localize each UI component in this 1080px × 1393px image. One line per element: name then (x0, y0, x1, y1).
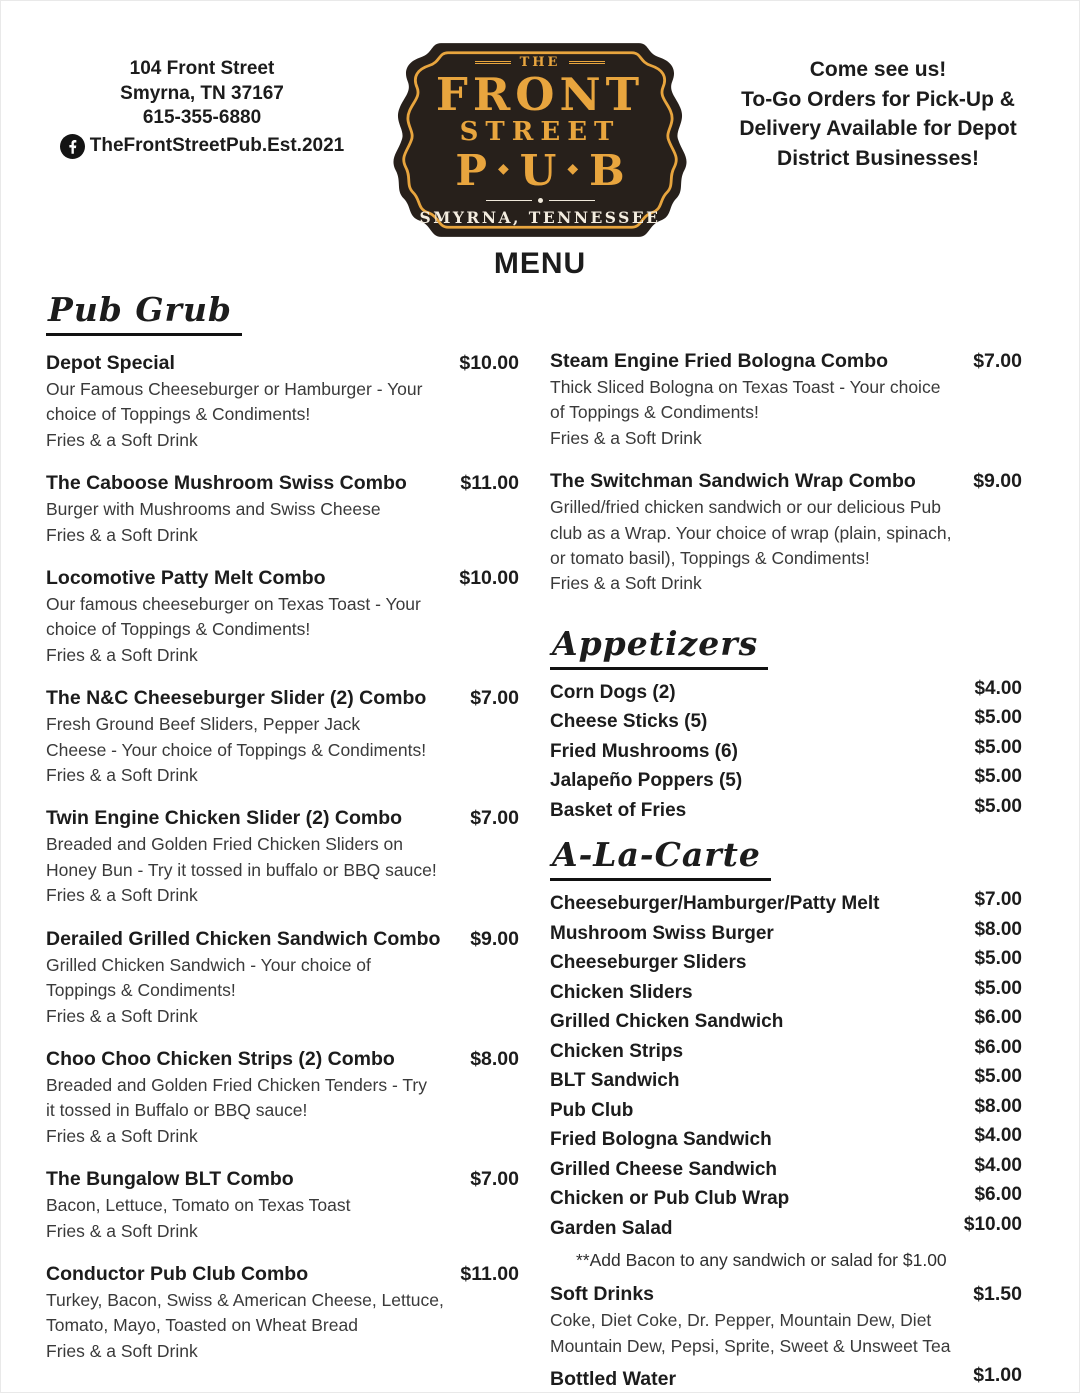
desc-line: choice of Toppings & Condiments! (46, 404, 311, 425)
item-name: Jalapeño Poppers (5) (550, 770, 743, 792)
logo-text (377, 33, 703, 247)
item-price: $5.00 (974, 977, 1022, 999)
item-description (46, 377, 519, 453)
item-price: $4.00 (974, 1154, 1022, 1176)
item-name: Cheeseburger Sliders (550, 952, 747, 974)
logo-pub-row (455, 148, 624, 194)
phone-number: 615-355-6880 (142, 107, 262, 128)
item-description (550, 375, 1022, 451)
facebook-icon (60, 134, 85, 159)
item-name: Basket of Fries (550, 799, 687, 821)
item-price: $1.00 (973, 1364, 1022, 1387)
item-price: $7.00 (974, 889, 1022, 911)
desc-line: Toppings & Condiments! (46, 980, 236, 1001)
list-item-corn-dogs (550, 678, 1022, 708)
item-name: The N&C Cheeseburger Slider (2) Combo (46, 687, 427, 710)
item-price: $6.00 (974, 1036, 1022, 1058)
item-name: Soft Drinks (550, 1283, 655, 1306)
item-name: The Caboose Mushroom Swiss Combo (46, 472, 407, 495)
item-price: $7.00 (973, 350, 1022, 372)
item-price: $7.00 (470, 1168, 519, 1191)
list-item-grilled-cheese-sandwich (550, 1155, 1022, 1185)
item-name: Choo Choo Chicken Strips (2) Combo (46, 1047, 395, 1070)
desc-line: Fries & a Soft Drink (46, 1340, 198, 1361)
menu-column-left (46, 288, 519, 1381)
item-name: Pub Club (550, 1099, 634, 1121)
add-bacon-note: **Add Bacon to any sandwich or salad for $1.00 (576, 1250, 947, 1271)
item-price: $6.00 (974, 1007, 1022, 1029)
item-price: $9.00 (470, 927, 519, 950)
list-item-grilled-chicken-sandwich (550, 1007, 1022, 1037)
logo-divider (486, 198, 595, 203)
facebook-handle-text: TheFrontStreetPub.Est.2021 (89, 135, 345, 156)
contact-info (36, 57, 368, 159)
item-name: Chicken Strips (550, 1040, 684, 1062)
item-name: Chicken Sliders (550, 981, 693, 1003)
promo-line: Come see us! (809, 58, 947, 81)
item-head (46, 1261, 519, 1288)
item-price: $1.50 (973, 1283, 1022, 1306)
desc-line: Fries & a Soft Drink (46, 524, 198, 545)
item-price: $5.00 (974, 948, 1022, 970)
logo-front-text: FRONT (435, 68, 645, 121)
list-item-blt-sandwich (550, 1066, 1022, 1096)
item-name: Fried Bologna Sandwich (550, 1129, 772, 1151)
item-price: $5.00 (974, 736, 1022, 758)
item-head (46, 1166, 519, 1193)
divider-line (486, 200, 532, 202)
item-price: $5.00 (974, 707, 1022, 729)
logo-rule-left (475, 61, 511, 64)
desc-line: Bacon, Lettuce, Tomato on Texas Toast (46, 1195, 351, 1216)
item-head (550, 348, 1022, 375)
item-price: $5.00 (974, 766, 1022, 788)
item-name: Depot Special (46, 352, 175, 374)
desc-line: of Toppings & Condiments! (550, 402, 759, 423)
item-name: Conductor Pub Club Combo (46, 1262, 309, 1285)
divider-line (549, 200, 595, 202)
item-price: $8.00 (974, 1095, 1022, 1117)
item-price: $10.00 (963, 1213, 1022, 1235)
item-price: $8.00 (974, 918, 1022, 940)
promo-line: District Businesses! (777, 146, 979, 170)
item-name: Cheeseburger/Hamburger/Patty Melt (550, 893, 880, 915)
list-item-chicken-strips (550, 1037, 1022, 1067)
item-name: Locomotive Patty Melt Combo (46, 567, 326, 590)
address-city: Smyrna, TN 37167 (120, 82, 284, 104)
list-item-cheeseburger-hamburger (550, 889, 1022, 919)
item-price: $9.00 (973, 470, 1022, 493)
logo-location-text: SMYRNA, TENNESSEE (419, 208, 661, 227)
list-item-jalapeno-poppers (550, 766, 1022, 796)
item-head (46, 470, 519, 497)
desc-line: Fries & a Soft Drink (46, 644, 198, 665)
list-item-cheese-sticks (550, 707, 1022, 737)
menu-item-switchman (550, 468, 1022, 597)
item-name: Bottled Water (550, 1368, 677, 1391)
menu-item-twin-engine (46, 805, 519, 908)
item-description (46, 832, 519, 908)
item-description (46, 497, 519, 548)
desc-line: Fries & a Soft Drink (46, 885, 198, 906)
menu-item-soft-drinks (550, 1281, 1022, 1359)
desc-line: Burger with Mushrooms and Swiss Cheese (46, 499, 381, 520)
menu-item-steam-engine (550, 348, 1022, 451)
item-head (46, 565, 519, 592)
item-price: $5.00 (974, 1066, 1022, 1088)
item-name: Grilled Cheese Sandwich (550, 1158, 778, 1180)
item-name: Chicken or Pub Club Wrap (550, 1188, 790, 1210)
item-name: Mushroom Swiss Burger (550, 922, 774, 944)
menu-item-nc-slider (46, 685, 519, 788)
desc-line: Fresh Ground Beef Sliders, Pepper Jack (46, 714, 361, 735)
facebook-handle (36, 134, 368, 159)
promo-line: Delivery Available for Depot (739, 117, 1017, 140)
item-price: $7.00 (470, 687, 519, 710)
logo-rule-right (569, 61, 605, 64)
item-name: Garden Salad (550, 1217, 673, 1239)
item-head (46, 350, 519, 377)
list-item-bottled-water (550, 1366, 1022, 1393)
desc-line: Mountain Dew, Pepsi, Sprite, Sweet & Unsweet Tea (550, 1335, 951, 1356)
item-price: $8.00 (470, 1047, 519, 1070)
section-title-pub-grub: Pub Grub (46, 290, 242, 336)
desc-line: Thick Sliced Bologna on Texas Toast - Your choice (550, 377, 941, 397)
list-item-basket-of-fries (550, 796, 1022, 826)
item-description (46, 1073, 519, 1149)
desc-line: Fries & a Soft Drink (46, 1220, 198, 1241)
desc-line: Turkey, Bacon, Swiss & American Cheese, Lettuce, (46, 1289, 444, 1310)
desc-line: Grilled/fried chicken sandwich or our delicious Pub (550, 497, 942, 518)
item-name: BLT Sandwich (550, 1070, 680, 1092)
item-description (550, 495, 1022, 597)
promo-line: To-Go Orders for Pick-Up & (741, 87, 1015, 111)
diamond-icon: ◆ (567, 161, 579, 177)
menu-item-conductor (46, 1261, 519, 1364)
desc-line: Grilled Chicken Sandwich - Your choice of (46, 954, 371, 975)
desc-line: or tomato basil), Toppings & Condiments! (550, 548, 870, 569)
item-price: $11.00 (460, 1262, 519, 1285)
item-name: Derailed Grilled Chicken Sandwich Combo (46, 927, 441, 950)
menu-item-bungalow-blt (46, 1166, 519, 1244)
item-description (550, 1308, 1022, 1359)
item-head (46, 1046, 519, 1073)
desc-line: Tomato, Mayo, Toasted on Wheat Bread (46, 1315, 358, 1336)
desc-line: Fries & a Soft Drink (550, 427, 702, 448)
menu-title: MENU (493, 247, 587, 280)
desc-line: Fries & a Soft Drink (46, 1125, 198, 1146)
item-name: The Bungalow BLT Combo (46, 1168, 294, 1191)
desc-line: Breaded and Golden Fried Chicken Tenders - Try (46, 1074, 427, 1095)
item-name: Corn Dogs (2) (550, 681, 676, 703)
menu-item-derailed (46, 926, 519, 1029)
item-description (46, 712, 519, 788)
section-title-appetizers: Appetizers (550, 624, 768, 670)
item-name: The Switchman Sandwich Wrap Combo (550, 470, 916, 493)
logo-street-text: STREET (459, 117, 621, 147)
desc-line: Our Famous Cheeseburger or Hamburger - Your (46, 379, 423, 399)
list-item-chicken-sliders (550, 978, 1022, 1008)
desc-line: Fries & a Soft Drink (46, 765, 198, 786)
list-item-mushroom-swiss-burger (550, 919, 1022, 949)
section-title-a-la-carte: A-La-Carte (550, 835, 771, 881)
desc-line: Cheese - Your choice of Toppings & Condiments! (46, 739, 427, 760)
list-item-pub-club (550, 1096, 1022, 1126)
item-name: Cheese Sticks (5) (550, 711, 708, 733)
desc-line: Fries & a Soft Drink (550, 573, 702, 594)
desc-line: Honey Bun - Try it tossed in buffalo or BBQ sauce! (46, 859, 437, 880)
menu-column-right (550, 288, 1022, 1393)
diamond-icon: ◆ (497, 161, 509, 177)
item-description (46, 953, 519, 1029)
item-name: Steam Engine Fried Bologna Combo (550, 350, 889, 372)
address-street: 104 Front Street (129, 58, 275, 79)
item-name: Twin Engine Chicken Slider (2) Combo (46, 807, 403, 830)
list-item-garden-salad (550, 1214, 1022, 1244)
desc-line: Fries & a Soft Drink (46, 1005, 198, 1026)
menu-item-depot-special (46, 350, 519, 453)
item-price: $4.00 (974, 677, 1022, 699)
item-head (550, 468, 1022, 495)
item-price: $4.00 (974, 1125, 1022, 1147)
item-price: $7.00 (470, 807, 519, 830)
desc-line: club as a Wrap. Your choice of wrap (plain, spinach, (550, 522, 952, 543)
item-description (46, 1288, 519, 1364)
item-name: Fried Mushrooms (6) (550, 740, 738, 762)
item-description (46, 1193, 519, 1244)
list-item-fried-bologna-sandwich (550, 1125, 1022, 1155)
menu-item-caboose (46, 470, 519, 548)
list-item-fried-mushrooms (550, 737, 1022, 767)
item-head (46, 685, 519, 712)
list-item-chicken-or-pub-club-wrap (550, 1184, 1022, 1214)
divider-dot-icon (538, 198, 543, 203)
desc-line: Fries & a Soft Drink (46, 429, 198, 450)
item-head (550, 1281, 1022, 1308)
desc-line: Our famous cheeseburger on Texas Toast - Your (46, 594, 421, 615)
item-price: $6.00 (974, 1184, 1022, 1206)
desc-line: choice of Toppings & Condiments! (46, 619, 311, 640)
pub-logo (377, 33, 703, 247)
item-name: Grilled Chicken Sandwich (550, 1011, 784, 1033)
list-item-cheeseburger-sliders (550, 948, 1022, 978)
logo-letter-b: B (589, 146, 625, 195)
menu-item-choo-choo (46, 1046, 519, 1149)
desc-line: Coke, Diet Coke, Dr. Pepper, Mountain Dew, Diet (550, 1310, 932, 1331)
item-price: $10.00 (459, 567, 519, 590)
logo-letter-u: U (519, 146, 557, 195)
desc-line: Breaded and Golden Fried Chicken Sliders on (46, 834, 404, 855)
logo-the-text: THE (519, 55, 561, 70)
item-description (46, 592, 519, 668)
item-head (46, 805, 519, 832)
item-price: $11.00 (460, 472, 519, 495)
item-head (46, 926, 519, 953)
logo-letter-p: P (455, 146, 487, 195)
desc-line: it tossed in Buffalo or BBQ sauce! (46, 1100, 308, 1121)
item-price: $10.00 (459, 352, 519, 374)
menu-item-locomotive (46, 565, 519, 668)
item-price: $5.00 (974, 795, 1022, 817)
promo-text (688, 55, 1068, 173)
